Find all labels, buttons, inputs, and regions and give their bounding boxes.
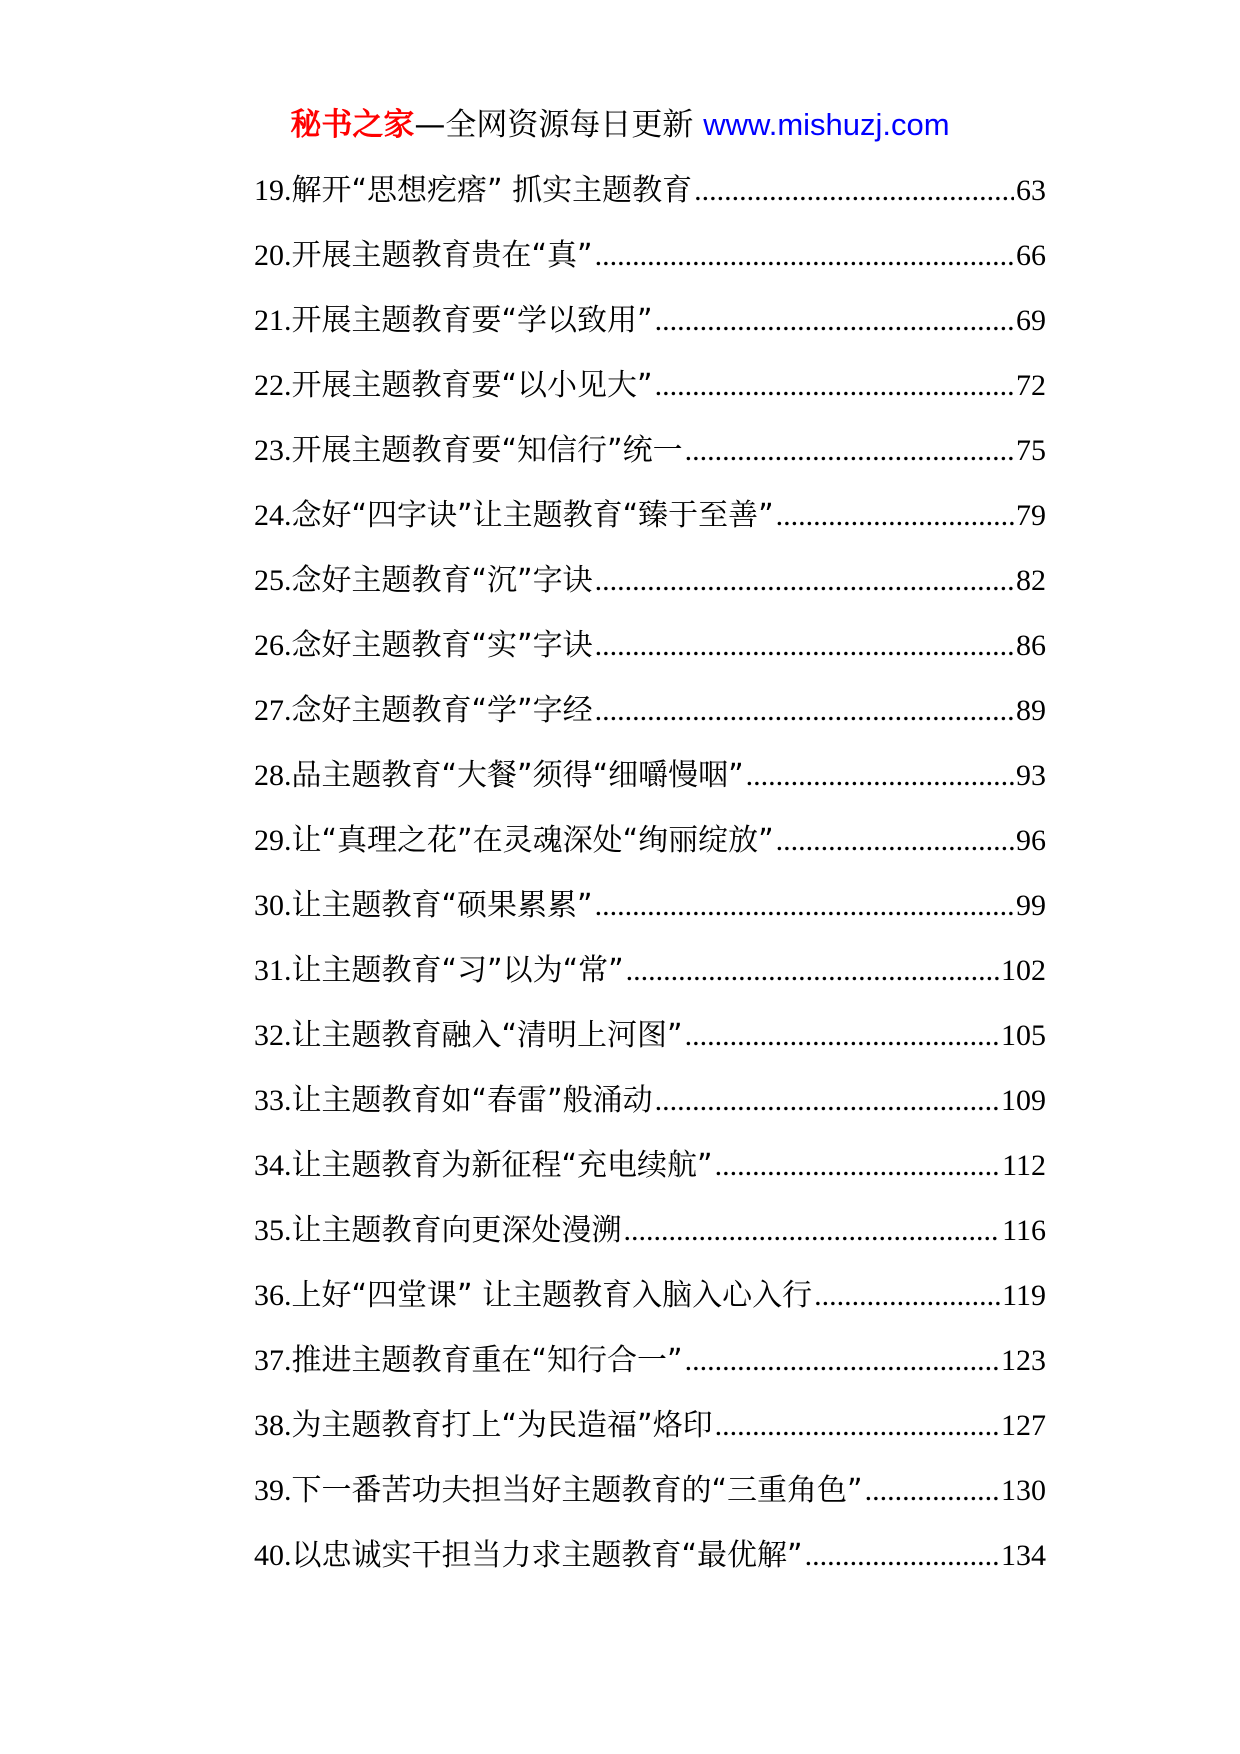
toc-entry[interactable] [254,1393,1046,1458]
toc-entry-text: 让主题教育如“春雷”般涌动 [291,1083,653,1118]
toc-entry[interactable] [254,418,1046,483]
toc-entry-title [254,353,653,418]
header-tagline: —全网资源每日更新 [414,107,694,143]
toc-entry-number: 33. [254,1084,292,1117]
toc-entry-title [254,1068,653,1133]
toc-entry-page-number: 82 [1016,564,1046,597]
toc-entry-text: 为主题教育打上“为民造福”烙印 [291,1408,713,1443]
toc-entry-page-number: 69 [1016,304,1046,337]
toc-entry-number: 30. [254,889,292,922]
toc-entry-title [254,288,653,353]
toc-dot-leader [715,1393,999,1458]
toc-dot-leader [655,1068,999,1133]
toc-dot-leader [624,1198,1001,1263]
toc-entry-text: 让主题教育融入“清明上河图” [291,1018,683,1053]
toc-entry-page-number: 130 [1001,1474,1046,1507]
toc-entry-title [254,1263,812,1328]
toc-entry-number: 28. [254,759,292,792]
header-brand: 秘书之家 [290,107,415,143]
toc-entry-number: 24. [254,499,292,532]
toc-dot-leader [865,1458,999,1523]
toc-entry-number: 35. [254,1214,292,1247]
toc-entry-title [254,418,683,483]
toc-entry-number: 25. [254,564,292,597]
toc-entry-title [254,743,744,808]
toc-entry-title [254,1523,803,1588]
toc-entry-page-number: 75 [1016,434,1046,467]
toc-dot-leader [655,353,1014,418]
toc-dot-leader [776,483,1014,548]
toc-dot-leader [685,1328,999,1393]
toc-entry-number: 40. [254,1539,292,1572]
toc-dot-leader [776,808,1014,873]
toc-entry-number: 29. [254,824,292,857]
toc-dot-leader [595,613,1014,678]
toc-entry-number: 20. [254,239,292,272]
toc-entry-number: 19. [254,174,292,207]
toc-entry-text: 开展主题教育要“以小见大” [291,368,653,403]
toc-entry-text: 让主题教育向更深处漫溯 [291,1213,622,1248]
toc-entry-title [254,1198,622,1263]
toc-entry-title [254,873,593,938]
toc-entry-number: 21. [254,304,292,337]
toc-entry-text: 开展主题教育贵在“真” [291,238,593,273]
toc-entry[interactable] [254,1458,1046,1523]
toc-dot-leader [685,1003,999,1068]
toc-entry-text: 让主题教育“习”以为“常” [291,953,624,988]
toc-entry-text: 以忠诚实干担当力求主题教育“最优解” [291,1538,803,1573]
toc-entry-page-number: 79 [1016,499,1046,532]
toc-entry-text: 开展主题教育要“知信行”统一 [291,433,683,468]
toc-entry-title [254,223,593,288]
toc-entry-page-number: 134 [1001,1539,1046,1572]
toc-entry-title [254,158,692,223]
toc-entry-text: 解开“思想疙瘩” 抓实主题教育 [291,173,693,208]
toc-dot-leader [746,743,1014,808]
toc-entry-text: 下一番苦功夫担当好主题教育的“三重角色” [291,1473,863,1508]
toc-dot-leader [595,548,1014,613]
toc-dot-leader [814,1263,1000,1328]
toc-entry-text: 念好主题教育“学”字经 [291,693,593,728]
toc-entry-number: 34. [254,1149,292,1182]
toc-dot-leader [595,678,1014,743]
toc-entry[interactable] [254,288,1046,353]
toc-entry[interactable] [254,1263,1046,1328]
table-of-contents [254,158,1046,1588]
toc-entry[interactable] [254,613,1046,678]
toc-entry-page-number: 99 [1016,889,1046,922]
toc-entry[interactable] [254,938,1046,1003]
toc-entry-page-number: 96 [1016,824,1046,857]
toc-dot-leader [655,288,1014,353]
toc-entry-title [254,678,593,743]
toc-entry[interactable] [254,1328,1046,1393]
toc-entry-number: 23. [254,434,292,467]
toc-entry-title [254,1133,713,1198]
toc-entry-title [254,1328,683,1393]
toc-dot-leader [685,418,1014,483]
toc-entry[interactable] [254,743,1046,808]
toc-entry[interactable] [254,223,1046,288]
toc-entry[interactable] [254,353,1046,418]
toc-entry-text: 让“真理之花”在灵魂深处“绚丽绽放” [291,823,774,858]
toc-entry-page-number: 102 [1001,954,1046,987]
toc-entry-page-number: 72 [1016,369,1046,402]
toc-entry-text: 念好“四字诀”让主题教育“臻于至善” [291,498,774,533]
toc-entry[interactable] [254,548,1046,613]
toc-entry-title [254,548,593,613]
toc-entry-text: 开展主题教育要“学以致用” [291,303,653,338]
header-url[interactable]: www.mishuzj.com [703,107,950,142]
toc-entry-page-number: 63 [1016,174,1046,207]
toc-entry[interactable] [254,1133,1046,1198]
toc-entry-page-number: 109 [1001,1084,1046,1117]
toc-entry-page-number: 86 [1016,629,1046,662]
toc-entry-text: 念好主题教育“实”字诀 [291,628,593,663]
toc-entry-text: 品主题教育“大餐”须得“细嚼慢咽” [291,758,744,793]
toc-dot-leader [626,938,999,1003]
toc-entry[interactable] [254,483,1046,548]
toc-entry-number: 36. [254,1279,292,1312]
toc-entry-page-number: 105 [1001,1019,1046,1052]
toc-entry-page-number: 112 [1002,1149,1046,1182]
toc-entry-page-number: 89 [1016,694,1046,727]
toc-dot-leader [595,223,1014,288]
toc-entry-number: 26. [254,629,292,662]
toc-entry-title [254,613,593,678]
toc-entry-title [254,483,774,548]
toc-entry-text: 让主题教育为新征程“充电续航” [291,1148,713,1183]
toc-entry-title [254,808,774,873]
toc-entry-page-number: 93 [1016,759,1046,792]
toc-entry[interactable] [254,1198,1046,1263]
toc-entry[interactable] [254,1523,1046,1588]
toc-entry-page-number: 66 [1016,239,1046,272]
toc-entry-page-number: 119 [1002,1279,1046,1312]
toc-entry-text: 上好“四堂课” 让主题教育入脑入心入行 [291,1278,813,1313]
toc-entry-number: 37. [254,1344,292,1377]
toc-dot-leader [595,873,1014,938]
toc-entry-number: 38. [254,1409,292,1442]
toc-entry-page-number: 116 [1002,1214,1046,1247]
toc-entry[interactable] [254,158,1046,223]
toc-entry[interactable] [254,1068,1046,1133]
toc-entry-number: 32. [254,1019,292,1052]
toc-entry-title [254,1003,683,1068]
toc-entry-text: 让主题教育“硕果累累” [291,888,593,923]
toc-entry-number: 22. [254,369,292,402]
toc-dot-leader [715,1133,1001,1198]
toc-dot-leader [805,1523,999,1588]
toc-entry-number: 27. [254,694,292,727]
toc-entry-text: 念好主题教育“沉”字诀 [291,563,593,598]
toc-entry[interactable] [254,1003,1046,1068]
toc-dot-leader [694,158,1014,223]
toc-entry-text: 推进主题教育重在“知行合一” [291,1343,683,1378]
toc-entry-number: 31. [254,954,292,987]
toc-entry-title [254,1393,713,1458]
toc-entry[interactable] [254,678,1046,743]
toc-entry[interactable] [254,873,1046,938]
toc-entry-title [254,1458,863,1523]
toc-entry[interactable] [254,808,1046,873]
toc-entry-page-number: 123 [1001,1344,1046,1377]
toc-entry-number: 39. [254,1474,292,1507]
toc-entry-title [254,938,624,1003]
toc-entry-page-number: 127 [1001,1409,1046,1442]
page-header [0,100,1240,150]
